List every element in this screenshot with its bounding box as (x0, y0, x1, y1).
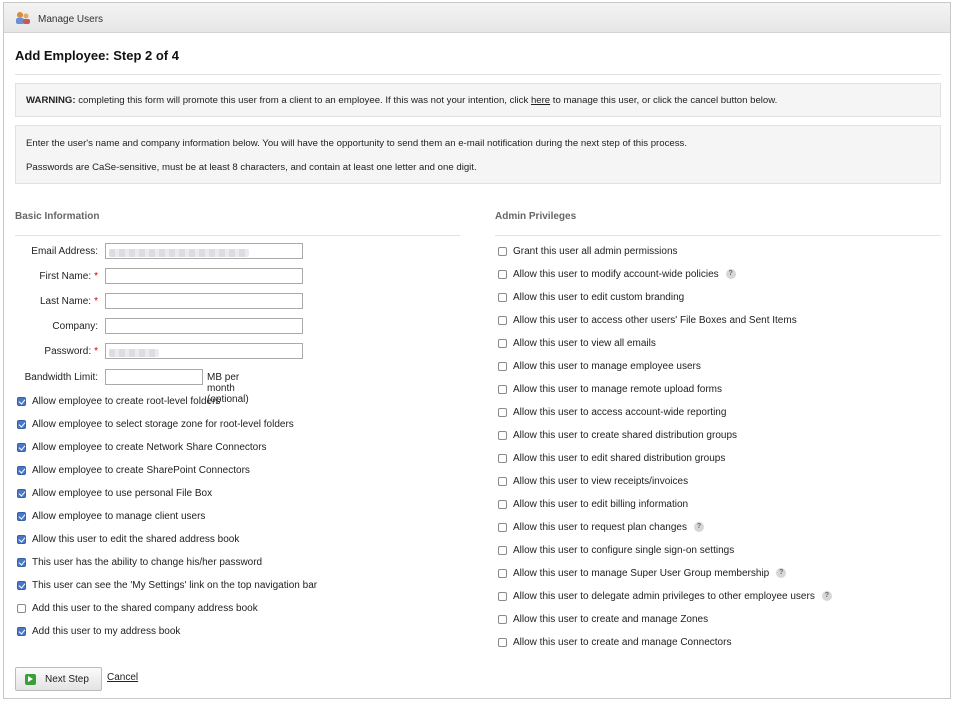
last-name-label: Last Name: * (39, 296, 98, 307)
permission-label: Allow employee to select storage zone for root-level folders (32, 418, 294, 430)
admin-privilege-row[interactable] (498, 635, 731, 649)
bandwidth-label: Bandwidth Limit: (24, 372, 98, 383)
admin-privilege-checkbox[interactable] (498, 546, 507, 555)
users-icon (15, 11, 31, 25)
permission-label: This user can see the 'My Settings' link on the top navigation bar (32, 579, 318, 591)
admin-privilege-row[interactable] (498, 244, 678, 258)
admin-privilege-row[interactable] (498, 313, 797, 327)
permission-row[interactable] (17, 417, 294, 431)
email-label: Email Address: (31, 246, 98, 257)
admin-privilege-row[interactable] (498, 336, 656, 350)
admin-privilege-checkbox[interactable] (498, 569, 507, 578)
admin-privilege-label: Allow this user to edit billing information (513, 498, 689, 510)
bandwidth-field[interactable] (105, 369, 203, 385)
admin-privilege-row[interactable] (498, 451, 725, 465)
heading-divider (15, 74, 941, 75)
company-field[interactable] (105, 318, 303, 334)
next-step-label: Next Step (45, 673, 89, 685)
permission-checkbox[interactable] (17, 420, 26, 429)
warning-text-before: completing this form will promote this user from a client to an employee. If this was not your intention, click (75, 95, 531, 106)
first-name-label: First Name: * (39, 271, 98, 282)
admin-privilege-checkbox[interactable] (498, 362, 507, 371)
permission-row[interactable] (17, 578, 317, 592)
permission-row[interactable] (17, 394, 220, 408)
warning-box (15, 83, 941, 117)
admin-privilege-label: Allow this user to modify account-wide policies (513, 268, 719, 280)
company-label: Company: (52, 321, 98, 332)
admin-privilege-checkbox[interactable] (498, 523, 507, 532)
admin-privilege-row[interactable] (498, 405, 726, 419)
admin-privilege-label: Allow this user to edit shared distribution groups (513, 452, 726, 464)
admin-privilege-label: Allow this user to access other users' File Boxes and Sent Items (513, 314, 797, 326)
admin-privilege-checkbox[interactable] (498, 638, 507, 647)
panel-titlebar (4, 3, 950, 33)
redacted-email (109, 249, 249, 257)
cancel-link[interactable]: Cancel (107, 672, 139, 683)
help-icon[interactable]: ? (776, 568, 786, 578)
admin-privilege-label: Allow this user to edit custom branding (513, 291, 685, 303)
password-field[interactable] (105, 343, 303, 359)
permission-label: Allow employee to create Network Share Connectors (32, 441, 267, 453)
permission-row[interactable] (17, 624, 180, 638)
admin-privilege-row[interactable] (498, 428, 737, 442)
info-line-1: Enter the user's name and company information below. You will have the opportunity to send them an e-mail notification during the next step of this process. (26, 138, 687, 149)
admin-privilege-label: Allow this user to view receipts/invoices (513, 475, 689, 487)
permission-label: Allow employee to use personal File Box (32, 487, 213, 499)
admin-privilege-checkbox[interactable] (498, 293, 507, 302)
email-field[interactable] (105, 243, 303, 259)
bandwidth-unit: MB per month (optional) (207, 372, 249, 405)
last-name-field[interactable] (105, 293, 303, 309)
admin-privilege-label: Allow this user to manage employee users (513, 360, 701, 372)
admin-privilege-checkbox[interactable] (498, 454, 507, 463)
admin-privilege-label: Allow this user to view all emails (513, 337, 656, 349)
admin-privilege-row[interactable] (498, 497, 688, 511)
help-icon[interactable]: ? (822, 591, 832, 601)
permission-label: Add this user to my address book (32, 625, 181, 637)
permission-checkbox[interactable] (17, 489, 26, 498)
admin-privilege-label: Allow this user to create and manage Connectors (513, 636, 732, 648)
admin-privilege-row[interactable] (498, 290, 684, 304)
redacted-password (109, 349, 159, 357)
warning-text-after: to manage this user, or click the cancel button below. (550, 95, 778, 106)
permission-row[interactable] (17, 601, 258, 615)
admin-privilege-checkbox[interactable] (498, 408, 507, 417)
admin-privilege-label: Allow this user to delegate admin privileges to other employee users (513, 590, 815, 602)
admin-privilege-checkbox[interactable] (498, 500, 507, 509)
permission-checkbox[interactable] (17, 535, 26, 544)
permission-label: Add this user to the shared company address book (32, 602, 258, 614)
permission-label: Allow employee to create root-level folders (32, 395, 221, 407)
admin-divider (495, 235, 941, 236)
first-name-field[interactable] (105, 268, 303, 284)
here-link[interactable]: here (530, 95, 551, 106)
permission-checkbox[interactable] (17, 604, 26, 613)
permission-checkbox[interactable] (17, 397, 26, 406)
permission-row[interactable] (17, 509, 205, 523)
permission-checkbox[interactable] (17, 627, 26, 636)
admin-privilege-row[interactable] (498, 267, 736, 281)
admin-privilege-label: Allow this user to manage Super User Group membership (513, 567, 770, 579)
permission-row[interactable] (17, 440, 267, 454)
admin-privilege-label: Allow this user to create and manage Zones (513, 613, 709, 625)
admin-privilege-checkbox[interactable] (498, 385, 507, 394)
admin-privilege-checkbox[interactable] (498, 270, 507, 279)
permission-checkbox[interactable] (17, 512, 26, 521)
window-title: Manage Users (38, 14, 104, 25)
admin-privilege-row[interactable] (498, 566, 786, 580)
basic-info-divider (15, 235, 460, 236)
admin-privilege-row[interactable] (498, 359, 701, 373)
permission-checkbox[interactable] (17, 558, 26, 567)
admin-privilege-row[interactable] (498, 520, 704, 534)
permission-row[interactable] (17, 486, 212, 500)
admin-privilege-checkbox[interactable] (498, 247, 507, 256)
admin-privilege-label: Allow this user to access account-wide reporting (513, 406, 727, 418)
permission-label: This user has the ability to change his/her password (32, 556, 263, 568)
admin-privilege-row[interactable] (498, 382, 722, 396)
permission-label: Allow employee to manage client users (32, 510, 206, 522)
admin-privilege-row[interactable] (498, 474, 688, 488)
permission-checkbox[interactable] (17, 443, 26, 452)
admin-privilege-row[interactable] (498, 589, 832, 603)
info-line-2: Passwords are CaSe-sensitive, must be at least 8 characters, and contain at least one letter and one digit. (26, 162, 477, 173)
admin-privilege-checkbox[interactable] (498, 339, 507, 348)
admin-privilege-checkbox[interactable] (498, 477, 507, 486)
admin-privilege-checkbox[interactable] (498, 615, 507, 624)
help-icon[interactable]: ? (726, 269, 736, 279)
permission-row[interactable] (17, 555, 262, 569)
admin-privilege-checkbox[interactable] (498, 431, 507, 440)
permission-label: Allow employee to create SharePoint Connectors (32, 464, 250, 476)
permission-row[interactable] (17, 463, 250, 477)
admin-privilege-label: Allow this user to manage remote upload forms (513, 383, 722, 395)
page-title: Add Employee: Step 2 of 4 (15, 48, 179, 63)
admin-privilege-row[interactable] (498, 612, 708, 626)
admin-privilege-label: Grant this user all admin permissions (513, 245, 678, 257)
basic-info-title: Basic Information (15, 211, 100, 222)
permission-checkbox[interactable] (17, 581, 26, 590)
arrow-right-icon (25, 674, 36, 685)
admin-privilege-row[interactable] (498, 543, 734, 557)
next-step-button[interactable] (15, 667, 102, 691)
admin-privilege-checkbox[interactable] (498, 592, 507, 601)
permission-row[interactable] (17, 532, 239, 546)
info-box (15, 125, 941, 184)
warning-label: WARNING: (26, 95, 76, 106)
admin-privileges-title: Admin Privileges (495, 211, 577, 222)
help-icon[interactable]: ? (694, 522, 704, 532)
admin-privilege-checkbox[interactable] (498, 316, 507, 325)
permission-checkbox[interactable] (17, 466, 26, 475)
admin-privilege-label: Allow this user to create shared distribution groups (513, 429, 738, 441)
password-label: Password: * (44, 346, 98, 357)
permission-label: Allow this user to edit the shared address book (32, 533, 240, 545)
manage-users-panel (3, 2, 951, 699)
admin-privilege-label: Allow this user to request plan changes (513, 521, 687, 533)
admin-privilege-label: Allow this user to configure single sign-on settings (513, 544, 735, 556)
